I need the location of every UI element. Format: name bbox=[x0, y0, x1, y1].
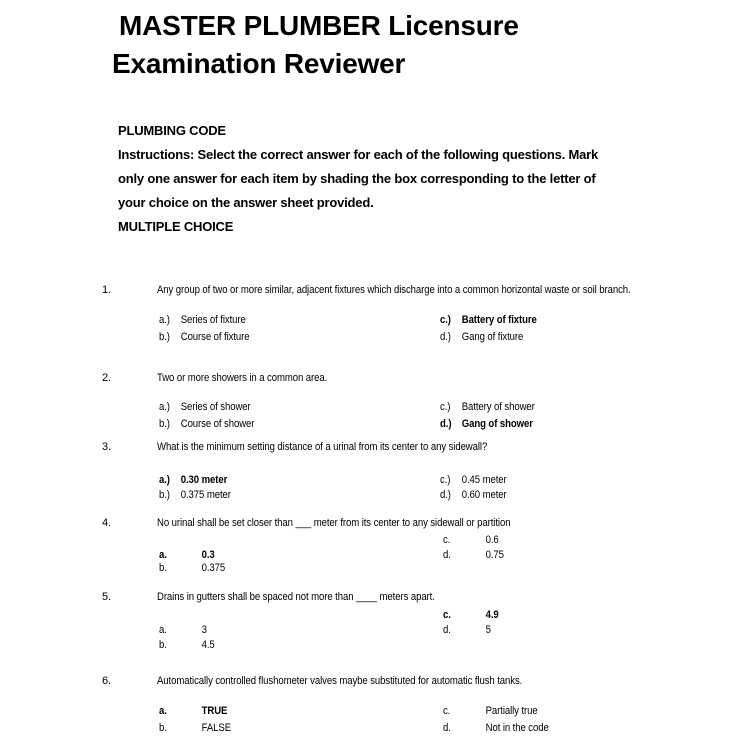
option-letter: a. bbox=[159, 705, 167, 717]
option-text: 5 bbox=[485, 624, 491, 636]
document-title bbox=[112, 7, 519, 83]
option-letter: c.) bbox=[440, 401, 451, 413]
option-letter: a. bbox=[159, 624, 167, 636]
option-text: Gang of shower bbox=[461, 418, 533, 430]
option-a bbox=[159, 623, 207, 637]
option-letter: a.) bbox=[159, 474, 170, 486]
option-text: 0.3 bbox=[201, 549, 215, 561]
option-text: Battery of fixture bbox=[461, 314, 537, 326]
option-letter: c.) bbox=[440, 314, 451, 326]
option-letter: b.) bbox=[159, 489, 170, 501]
option-text: 0.60 meter bbox=[461, 489, 507, 501]
option-b bbox=[159, 330, 249, 344]
option-letter: b.) bbox=[159, 418, 170, 430]
instructions-line-3: your choice on the answer sheet provided. bbox=[118, 195, 374, 210]
option-a bbox=[159, 548, 215, 562]
option-b bbox=[159, 638, 215, 652]
option-text: 4.9 bbox=[485, 609, 499, 621]
header-block bbox=[118, 119, 598, 239]
option-text: Course of shower bbox=[180, 418, 255, 430]
option-text: 0.30 meter bbox=[180, 474, 228, 486]
option-letter: a.) bbox=[159, 401, 170, 413]
option-letter: c. bbox=[443, 705, 451, 717]
option-text: 0.6 bbox=[485, 534, 499, 546]
question-text: Drains in gutters shall be spaced not more than ____ meters apart. bbox=[157, 591, 435, 603]
option-letter: b. bbox=[159, 639, 167, 651]
option-a bbox=[159, 400, 251, 414]
option-letter: b.) bbox=[159, 331, 170, 343]
option-text: 3 bbox=[201, 624, 207, 636]
section-heading: PLUMBING CODE bbox=[118, 123, 226, 138]
question-text: Any group of two or more similar, adjacent fixtures which discharge into a common horizontal waste or soil branch. bbox=[157, 284, 631, 296]
option-text: Battery of shower bbox=[461, 401, 535, 413]
option-d bbox=[443, 548, 504, 562]
option-d bbox=[440, 330, 523, 344]
option-d bbox=[440, 417, 533, 431]
question-number: 5. bbox=[102, 591, 111, 603]
option-a bbox=[159, 313, 246, 327]
option-letter: b. bbox=[159, 562, 167, 574]
instructions-line-2: only one answer for each item by shading the box corresponding to the letter of bbox=[118, 171, 596, 186]
option-text: 0.75 bbox=[485, 549, 504, 561]
option-letter: a.) bbox=[159, 314, 170, 326]
option-letter: d. bbox=[443, 549, 451, 561]
option-text: 0.45 meter bbox=[461, 474, 507, 486]
option-letter: c. bbox=[443, 609, 451, 621]
question-number: 3. bbox=[102, 441, 111, 453]
option-a bbox=[159, 473, 227, 487]
option-letter: d.) bbox=[440, 331, 451, 343]
question-text: Two or more showers in a common area. bbox=[157, 372, 328, 384]
option-d bbox=[443, 623, 491, 637]
option-text: Not in the code bbox=[485, 722, 549, 734]
option-b bbox=[159, 721, 231, 735]
option-letter: d.) bbox=[440, 489, 451, 501]
question-text: Automatically controlled flushometer valves maybe substituted for automatic flush tanks. bbox=[157, 675, 523, 687]
option-c bbox=[443, 608, 499, 622]
title-line-2: Examination Reviewer bbox=[112, 48, 406, 79]
option-c bbox=[443, 704, 538, 718]
title-line-1: MASTER PLUMBER Licensure bbox=[119, 10, 519, 41]
option-text: 0.375 bbox=[201, 562, 226, 574]
option-text: FALSE bbox=[201, 722, 231, 734]
option-b bbox=[159, 488, 231, 502]
option-text: TRUE bbox=[201, 705, 228, 717]
option-c bbox=[440, 400, 535, 414]
question-text: No urinal shall be set closer than ___ meter from its center to any sidewall or partition bbox=[157, 517, 511, 529]
question-number: 6. bbox=[102, 675, 111, 687]
option-c bbox=[443, 533, 499, 547]
question-number: 1. bbox=[102, 284, 111, 296]
question-number: 2. bbox=[102, 372, 111, 384]
option-letter: d. bbox=[443, 722, 451, 734]
option-letter: c.) bbox=[440, 474, 451, 486]
option-c bbox=[440, 313, 537, 327]
option-text: Partially true bbox=[485, 705, 538, 717]
subsection-heading: MULTIPLE CHOICE bbox=[118, 219, 234, 234]
option-text: Series of fixture bbox=[180, 314, 246, 326]
option-d bbox=[443, 721, 549, 735]
option-letter: b. bbox=[159, 722, 167, 734]
option-c bbox=[440, 473, 507, 487]
option-b bbox=[159, 417, 254, 431]
option-d bbox=[440, 488, 507, 502]
option-b bbox=[159, 561, 225, 575]
option-letter: d. bbox=[443, 624, 451, 636]
option-text: 0.375 meter bbox=[180, 489, 231, 501]
option-text: Gang of fixture bbox=[461, 331, 524, 343]
option-letter: c. bbox=[443, 534, 451, 546]
option-letter: a. bbox=[159, 549, 167, 561]
question-text: What is the minimum setting distance of a urinal from its center to any sidewall? bbox=[157, 441, 488, 453]
instructions-line-1: Instructions: Select the correct answer for each of the following questions. Mark bbox=[118, 147, 599, 162]
option-text: Series of shower bbox=[180, 401, 251, 413]
option-a bbox=[159, 704, 227, 718]
option-text: Course of fixture bbox=[180, 331, 250, 343]
option-text: 4.5 bbox=[201, 639, 215, 651]
question-number: 4. bbox=[102, 517, 111, 529]
option-letter: d.) bbox=[440, 418, 452, 430]
